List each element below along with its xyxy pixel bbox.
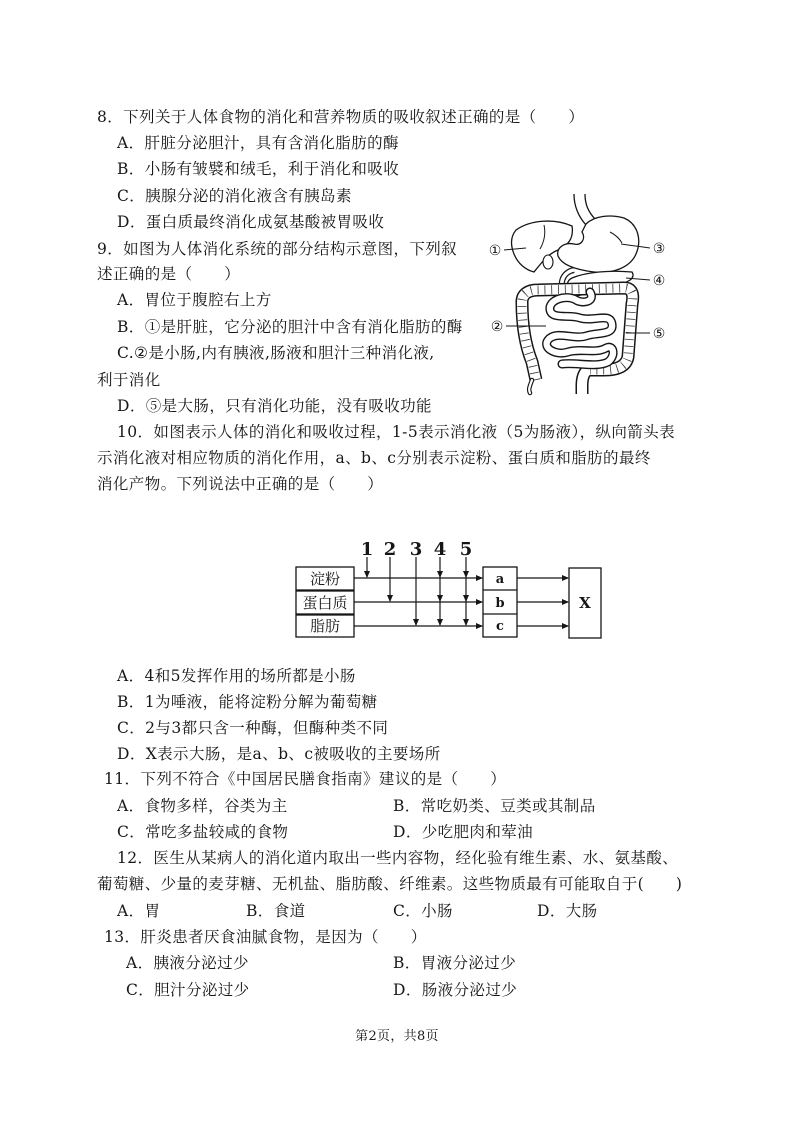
arrow-head: [476, 623, 483, 629]
vertical-arrow-2: [387, 557, 393, 602]
question-13-option-a: A．胰液分泌过少: [126, 954, 249, 972]
question-9-stem-line-1: 9．如图为人体消化系统的部分结构示意图，下列叙: [97, 240, 458, 258]
question-9-option-b: B．①是肝脏，它分泌的胆汁中含有消化脂肪的酶: [117, 318, 463, 336]
arrow-head: [364, 571, 370, 578]
digestive-juice-number-5: 5: [459, 539, 473, 560]
question-12-stem-line-2: 葡萄糖、少量的麦芽糖、无机盐、脂肪酸、纤维素。这些物质最有可能取自于( ): [97, 875, 683, 893]
arrow-head: [463, 619, 469, 626]
question-11-option-b: B．常吃奶类、豆类或其制品: [393, 797, 596, 815]
arrow-protein-to-b: [354, 599, 483, 605]
arrow-head: [476, 599, 483, 605]
question-12-option-a: A．胃: [117, 902, 161, 920]
arrow-c-to-x: [517, 623, 569, 629]
question-8-option-c: C．胰腺分泌的消化液含有胰岛素: [117, 187, 352, 205]
question-8-stem: 8．下列关于人体食物的消化和营养物质的吸收叙述正确的是（ ）: [97, 108, 585, 126]
digestive-juice-number-3: 3: [409, 539, 423, 560]
arrow-head: [463, 595, 469, 602]
vertical-arrow-4: [437, 557, 443, 626]
question-11-option-d: D．少吃肥肉和荤油: [393, 823, 534, 841]
question-8-option-a: A．肝脏分泌胆汁，具有含消化脂肪的酶: [117, 134, 399, 152]
question-13-option-b: B．胃液分泌过少: [393, 954, 517, 972]
digestive-juice-number-1: 1: [360, 539, 374, 560]
question-12-option-d: D．大肠: [537, 902, 598, 920]
question-11-option-a: A．食物多样，谷类为主: [117, 797, 288, 815]
question-8-option-b: B．小肠有皱襞和绒毛，利于消化和吸收: [117, 160, 400, 178]
arrow-b-to-x: [517, 599, 569, 605]
question-12-option-c: C．小肠: [393, 902, 453, 920]
question-9-stem-line-2: 述正确的是（ ）: [97, 265, 241, 283]
figure-label-3: ③: [652, 241, 666, 257]
question-12-stem-line-1: 12．医生从某病人的消化道内取出一些内容物，经化验有维生素、水、氨基酸、: [117, 849, 679, 867]
figure-label-5: ⑤: [652, 326, 666, 342]
arrow-starch-to-a: [354, 575, 483, 581]
question-10-stem-line-1: 10．如图表示人体的消化和吸收过程，1-5表示消化液（5为肠液），纵向箭头表: [117, 423, 675, 441]
question-10-option-d: D．X表示大肠，是a、b、c被吸收的主要场所: [117, 745, 441, 763]
question-13-stem: 13．肝炎患者厌食油腻食物，是因为（ ）: [104, 928, 427, 946]
question-13-option-c: C．胆汁分泌过少: [126, 981, 250, 999]
vertical-arrow-1: [364, 557, 370, 578]
question-9-option-c-continued: 利于消化: [97, 371, 161, 389]
digestive-system-figure: [486, 192, 676, 397]
substance-label-protein: 蛋白质: [302, 594, 348, 612]
figure-label-2: ②: [490, 319, 504, 335]
vertical-arrow-3: [413, 557, 419, 626]
question-9-option-d: D．⑤是大肠，只有消化功能，没有吸收功能: [117, 397, 432, 415]
question-12-option-b: B．食道: [246, 902, 306, 920]
arrow-head: [562, 623, 569, 629]
esophagus-outline-right: [585, 194, 596, 220]
question-10-stem-line-3: 消化产物。下列说法中正确的是（ ）: [97, 475, 384, 493]
question-10-option-b: B．1为唾液，能将淀粉分解为葡萄糖: [117, 693, 378, 711]
product-label-c: c: [496, 619, 504, 634]
arrow-head: [437, 619, 443, 626]
digestive-juice-number-4: 4: [433, 539, 447, 560]
product-label-b: b: [495, 596, 505, 611]
question-10-option-a: A．4和5发挥作用的场所都是小肠: [117, 667, 356, 685]
question-11-option-c: C．常吃多盐较咸的食物: [117, 823, 289, 841]
question-9-option-c: C.②是小肠,内有胰液,肠液和胆汁三种消化液,: [117, 344, 435, 362]
substance-label-starch: 淀粉: [309, 570, 341, 588]
arrow-head: [562, 599, 569, 605]
substance-label-fat: 脂肪: [309, 617, 341, 635]
arrow-head: [463, 571, 469, 578]
destination-label: X: [579, 594, 591, 612]
arrow-head: [476, 575, 483, 581]
arrow-a-to-x: [517, 575, 569, 581]
question-9-option-a: A．胃位于腹腔右上方: [117, 291, 272, 309]
arrow-head: [387, 595, 393, 602]
vertical-arrow-5: [463, 557, 469, 626]
question-13-option-d: D．肠液分泌过少: [393, 981, 518, 999]
figure-label-4: ④: [652, 273, 666, 289]
page-footer: 第2页，共8页: [355, 1029, 439, 1044]
arrow-head: [562, 575, 569, 581]
gallbladder-shape: [543, 255, 553, 269]
arrow-fat-to-c: [354, 623, 483, 629]
question-10-stem-line-2: 示消化液对相应物质的消化作用，a、b、c分别表示淀粉、蛋白质和脂肪的最终: [97, 449, 651, 467]
arrow-head: [413, 619, 419, 626]
question-11-stem: 11．下列不符合《中国居民膳食指南》建议的是（ ）: [104, 770, 507, 788]
digestive-juice-number-2: 2: [383, 539, 397, 560]
question-8-option-d: D．蛋白质最终消化成氨基酸被胃吸收: [117, 213, 385, 231]
figure-label-1: ①: [488, 243, 502, 259]
question-10-option-c: C．2与3都只含一种酶，但酶种类不同: [117, 719, 389, 737]
esophagus-outline-left: [574, 194, 586, 225]
arrow-head: [437, 571, 443, 578]
product-label-a: a: [495, 572, 505, 587]
digestion-flow-diagram: [290, 535, 610, 643]
arrow-head: [437, 595, 443, 602]
